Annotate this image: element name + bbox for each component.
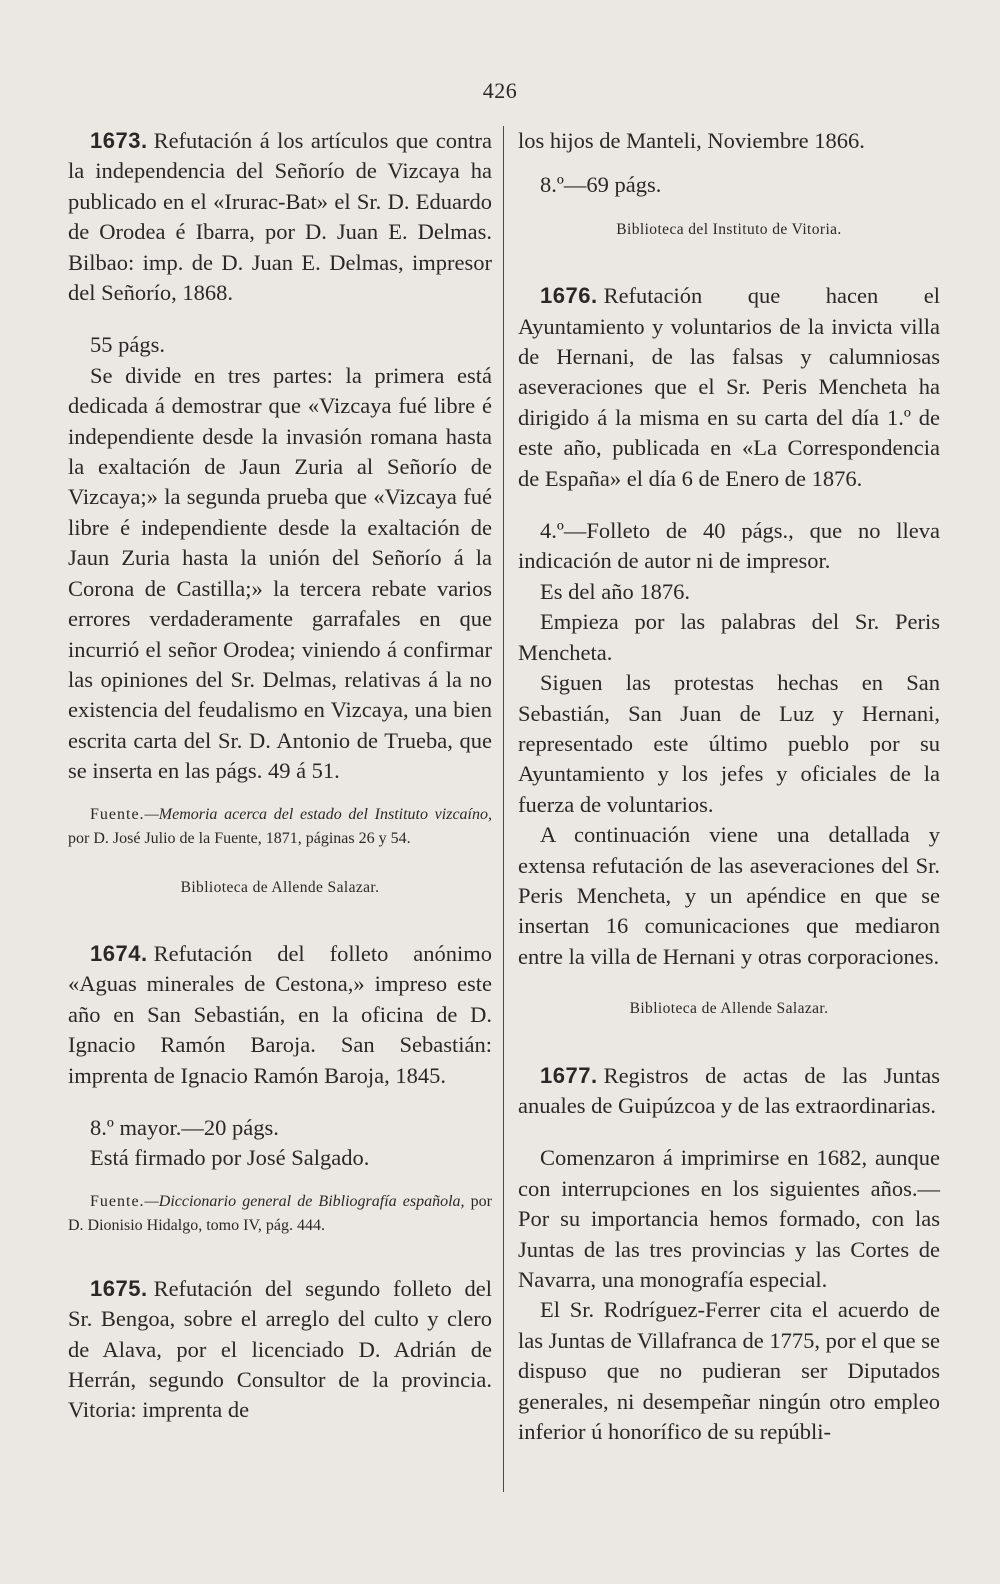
entry-heading [518, 1061, 940, 1122]
left-column [68, 126, 492, 1426]
entry-number: 1674. [90, 940, 148, 966]
entry-title: Refutación del segundo folleto del Sr. Bengoa, sobre el arreglo del culto y clero de Alava, por el licenciado D. Adrián de Herrán, segundo Consultor de la provincia. Vitoria: imprenta de [68, 1275, 492, 1423]
entry-number: 1673. [90, 128, 148, 153]
entry-title: Registros de actas de las Juntas anuales de Guipúzcoa y de las extraordinarias. [518, 1062, 940, 1118]
entry-heading [68, 126, 492, 308]
entry-1674 [68, 939, 492, 1238]
entry-library: Biblioteca del Instituto de Vitoria. [616, 220, 842, 238]
entry-paragraph: Siguen las protestas hechas en San Sebastián, San Juan de Luz y Hernani, representado este último pueblo por su Ayuntamiento y los jefes y oficiales de la fuerza de voluntarios. [518, 670, 940, 817]
entry-number: 1677. [540, 1062, 598, 1088]
source-title: —Diccionario general de Bibliografía española, [144, 1192, 465, 1210]
entry-1677 [518, 1061, 940, 1448]
entry-paragraph: Es del año 1876. [540, 578, 690, 604]
entry-source [68, 1190, 492, 1238]
entry-1675 [68, 1274, 492, 1426]
entry-library: Biblioteca de Allende Salazar. [629, 1000, 829, 1018]
entry-description: Está firmado por José Salgado. [90, 1145, 370, 1171]
source-details: por D. Dionisio Hidalgo, tomo IV, pág. 444. [68, 1192, 492, 1234]
source-label: Fuente. [90, 1192, 145, 1210]
entry-title: Refutación que hacen el Ayuntamiento y voluntarios de la invicta villa de Hernani, de las falsas y calumniosas aseveraciones que el Sr. Peris Mencheta ha dirigido á la misma en su carta del día 1.º de este año, publicada en «La Correspondencia de España» el día 6 de Enero de 1876. [518, 283, 940, 491]
entry-paragraph: Comenzaron á imprimirse en 1682, aunque con interrupciones en los siguientes años.—Por su importancia hemos formado, con las Juntas de las tres provincias y las Cortes de Navarra, una monografía especial. [518, 1145, 940, 1292]
entry-source [68, 803, 492, 851]
entry-1675-continued [518, 126, 940, 245]
entry-paragraph: A continuación viene una detallada y extensa refutación de las aseveraciones del Sr. Peris Mencheta, y un apéndice en que se insertan 16 comunicaciones que mediaron entre la villa de Hernani y otras corporaciones. [518, 822, 940, 969]
entry-format: 55 págs. [90, 332, 165, 358]
entry-description: Se divide en tres partes: la primera está dedicada á demostrar que «Vizcaya fué libre é independiente desde la invasión romana hasta la exaltación de Jaun Zuria al Señorío de Vizcaya;» la segunda prueba que «Vizcaya fué libre é independiente desde la exaltación de Jaun Zuria hasta la unión del Señorío á la Corona de Castilla;» la tercera rebate varios errores verdaderamente garrafales en que incurrió el señor Orodea; viniendo á confirmar las opiniones del Sr. Delmas, relativas á la no existencia del feudalismo en Vizcaya, una bien escrita carta del Sr. D. Antonio de Trueba, que se inserta en las págs. 49 á 51. [68, 362, 492, 784]
entry-title-continued: los hijos de Manteli, Noviembre 1866. [518, 128, 865, 153]
entry-number: 1675. [90, 1275, 148, 1301]
entry-format: 8.º mayor.—20 págs. [90, 1114, 279, 1140]
entry-title: Refutación del folleto anónimo «Aguas minerales de Cestona,» impreso este año en San Sebastián, en la oficina de D. Ignacio Ramón Baroja. San Sebastián: imprenta de Ignacio Ramón Baroja, 1845. [68, 940, 492, 1088]
entry-heading [518, 281, 940, 494]
entry-1673 [68, 126, 492, 903]
page-number: 426 [482, 78, 518, 103]
entry-heading [68, 1274, 492, 1426]
entry-title: Refutación á los artículos que contra la independencia del Señorío de Vizcaya ha publicado en el «Irurac-Bat» el Sr. D. Eduardo de Orodea é Ibarra, por D. Juan E. Delmas. Bilbao: imp. de D. Juan E. Delmas, impresor del Señorío, 1868. [68, 128, 492, 306]
entry-number: 1676. [540, 283, 598, 309]
column-divider [503, 126, 504, 1492]
entry-format: 4.º—Folleto de 40 págs., que no lleva indicación de autor ni de impresor. [518, 518, 940, 574]
right-column [518, 126, 940, 1447]
entry-format: 8.º—69 págs. [540, 172, 662, 198]
entry-library: Biblioteca de Allende Salazar. [180, 878, 380, 896]
entry-heading [68, 939, 492, 1091]
source-label: Fuente. [90, 805, 145, 823]
source-title: —Memoria acerca del estado del Instituto vizcaíno, [144, 805, 492, 823]
source-details: por D. José Julio de la Fuente, 1871, páginas 26 y 54. [68, 829, 411, 847]
entry-paragraph: Empieza por las palabras del Sr. Peris Mencheta. [518, 609, 940, 665]
entry-1676 [518, 281, 940, 1024]
entry-paragraph: El Sr. Rodríguez-Ferrer cita el acuerdo de las Juntas de Villafranca de 1775, por el que se dispuso que no pudieran ser Diputados generales, ni desempeñar ningún otro empleo inferior ú honorífico de su repúbli- [518, 1297, 940, 1445]
